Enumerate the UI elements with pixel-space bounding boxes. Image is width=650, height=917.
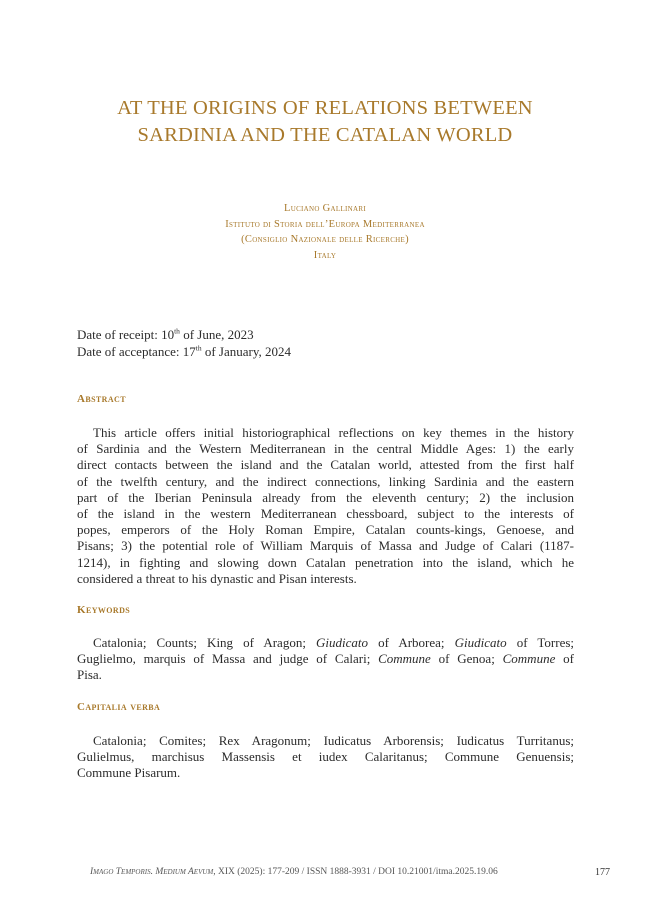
capitalia-line: Catalonia; Comites; Rex Aragonum; Iudicatus Arborensis; Iudicatus Turritanus;	[93, 733, 574, 748]
date-of-acceptance: Date of acceptance: 17th of January, 2024	[77, 343, 291, 359]
journal-name: Imago Temporis. Medium Aevum	[90, 867, 214, 877]
page-footer	[90, 867, 610, 877]
article-title	[60, 95, 590, 149]
keywords-line: Guglielmo, marquis of Massa and judge of Calari; Commune of Genoa; Commune of	[77, 651, 574, 667]
keywords-heading: Keywords	[77, 604, 131, 616]
dates-block	[77, 326, 291, 360]
capitalia-line: Gulielmus, marchisus Massensis et iudex Calaritanus; Commune Genuensis;	[77, 749, 574, 765]
keywords-text	[77, 635, 574, 684]
abstract-line: Pisans; 3) the potential role of William Marquis of Massa and Judge of Calari (1187-	[77, 538, 574, 554]
capitalia-verba-heading: Capitalia verba	[77, 701, 161, 713]
abstract-line: part of the Iberian Peninsula already from the eleventh century; 2) the inclusion	[77, 489, 574, 505]
title-line-2: SARDINIA AND THE CATALAN WORLD	[137, 124, 513, 146]
author-country: Italy	[313, 249, 337, 261]
capitalia-verba-text	[77, 733, 574, 782]
page-number: 177	[595, 867, 610, 878]
citation-info: , XIX (2025): 177-209 / ISSN 1888-3931 / DOI 10.21001/itma.2025.19.06	[213, 867, 498, 877]
abstract-text	[77, 425, 574, 587]
capitalia-line: Commune Pisarum.	[77, 765, 181, 781]
abstract-heading: Abstract	[77, 393, 126, 405]
author-block	[60, 201, 590, 263]
abstract-line: of the island in the western Mediterranean chessboard, subject to the interests of	[77, 506, 574, 522]
date-of-receipt: Date of receipt: 10th of June, 2023	[77, 326, 254, 342]
keywords-line: Pisa.	[77, 667, 102, 683]
author-affiliation-parent: (Consiglio Nazionale delle Ricerche)	[241, 234, 409, 245]
abstract-line: considered a threat to his dynastic and Pisan interests.	[77, 570, 357, 586]
abstract-line: direct contacts between the island and the Catalan world, attested from the first half	[77, 457, 574, 473]
author-affiliation: Istituto di Storia dell’Europa Mediterranea	[225, 218, 425, 230]
keywords-line: Catalonia; Counts; King of Aragon; Giudicato of Arborea; Giudicato of Torres;	[93, 635, 574, 650]
abstract-line: of the twelfth century, and the indirect connections, linking Sardinia and the eastern	[77, 473, 574, 489]
abstract-line: popes, emperors of the Holy Roman Empire, Catalan counts-kings, Genoese, and	[77, 522, 574, 538]
title-line-1: AT THE ORIGINS OF RELATIONS BETWEEN	[117, 97, 533, 119]
abstract-line: This article offers initial historiographical reflections on key themes in the history	[93, 425, 574, 440]
abstract-line: of Sardinia and the Western Mediterranean in the central Middle Ages: 1) the early	[77, 441, 574, 457]
abstract-line: 1214), in fighting and slowing down Catalan penetration into the island, which he	[77, 554, 574, 570]
author-name: Luciano Gallinari	[284, 203, 366, 214]
